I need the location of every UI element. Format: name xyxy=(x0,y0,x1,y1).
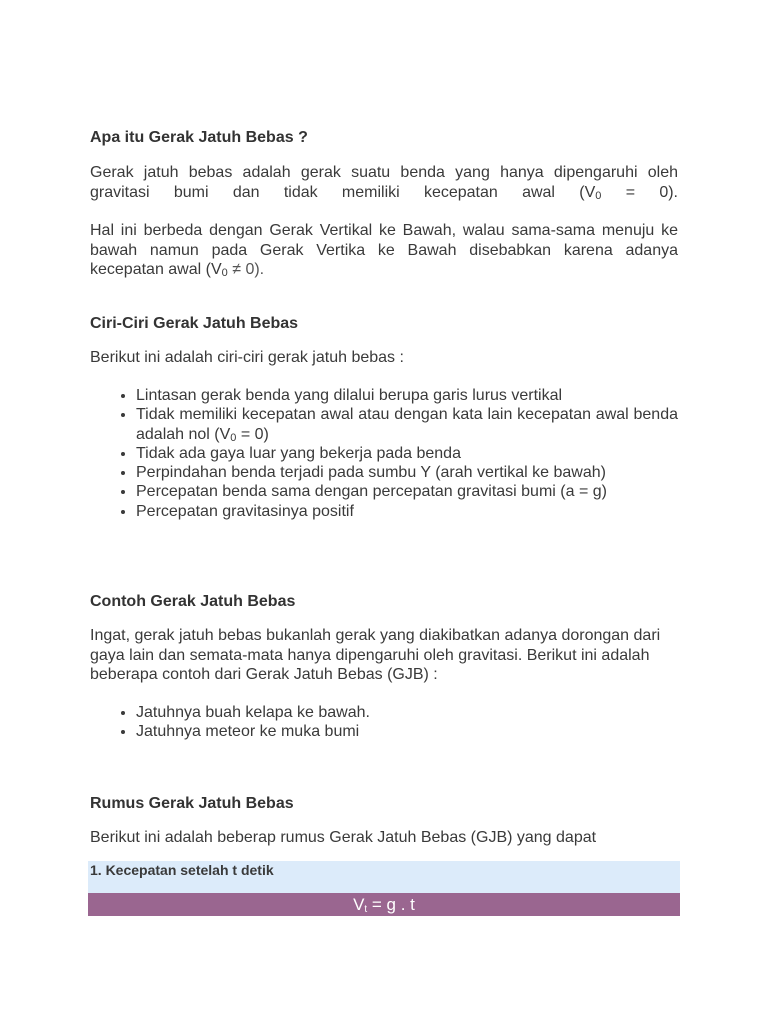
formula-subscript: t xyxy=(364,904,368,915)
paragraph-perbedaan-text: Hal ini berbeda dengan Gerak Vertikal ke Bawah, walau sama-sama menuju ke bawah namun pada Gerak Vertika ke Bawah disebabkan karena adanya kecepatan awal (V xyxy=(90,222,678,278)
paragraph-perbedaan xyxy=(90,221,678,280)
list-ciri-ciri xyxy=(90,386,678,521)
formula-rest: = g . t xyxy=(367,895,415,914)
list-contoh xyxy=(90,703,678,742)
formula-box-header xyxy=(88,861,680,893)
paragraph-definisi-text: Gerak jatuh bebas adalah gerak suatu benda yang hanya dipengaruhi oleh gravitasi bumi dan tidak memiliki kecepatan awal (V xyxy=(90,164,678,201)
formula-v: V xyxy=(353,895,365,914)
paragraph-ciri-intro: Berikut ini adalah ciri-ciri gerak jatuh bebas : xyxy=(90,349,404,366)
paragraph-perbedaan-end: ≠ 0). xyxy=(227,261,265,278)
list-item xyxy=(136,405,678,444)
subscript-zero: 0 xyxy=(221,267,228,279)
list-item: • Percepatan gravitasinya positif xyxy=(136,502,678,521)
heading-apa-itu: Apa itu Gerak Jatuh Bebas ? xyxy=(90,129,308,146)
list-item-text: Tidak memiliki kecepatan awal atau dengan kata lain kecepatan awal benda adalah nol (V xyxy=(136,406,678,443)
paragraph-contoh-intro: Ingat, gerak jatuh bebas bukanlah gerak yang diakibatkan adanya dorongan dari gaya lain dan semata-mata hanya dipengaruhi oleh gravitasi. Berikut ini adalah beberapa contoh dari Gerak Jatuh Bebas (GJB) : xyxy=(90,627,661,683)
list-item: • Tidak ada gaya luar yang bekerja pada benda xyxy=(136,444,678,463)
paragraph-definisi-end: = 0). xyxy=(601,183,678,201)
formula-box-title: 1. Kecepatan setelah t detik xyxy=(90,862,274,878)
list-item: • Lintasan gerak benda yang dilalui berupa garis lurus vertikal xyxy=(136,386,678,405)
list-item-end: = 0) xyxy=(236,425,269,443)
subscript-zero: 0 xyxy=(230,431,237,444)
list-item: • Perpindahan benda terjadi pada sumbu Y (arah vertikal ke bawah) xyxy=(136,463,678,482)
paragraph-definisi xyxy=(90,163,678,202)
heading-contoh: Contoh Gerak Jatuh Bebas xyxy=(90,593,296,610)
subscript-zero: 0 xyxy=(595,189,602,202)
heading-rumus: Rumus Gerak Jatuh Bebas xyxy=(90,795,294,812)
list-item: • Jatuhnya buah kelapa ke bawah. xyxy=(136,703,678,722)
heading-ciri-ciri: Ciri-Ciri Gerak Jatuh Bebas xyxy=(90,315,299,332)
list-item: • Percepatan benda sama dengan percepatan gravitasi bumi (a = g) xyxy=(136,482,678,501)
formula-box-body xyxy=(88,893,680,916)
list-item: • Jatuhnya meteor ke muka bumi xyxy=(136,722,678,741)
paragraph-rumus-intro: Berikut ini adalah beberap rumus Gerak Jatuh Bebas (GJB) yang dapat xyxy=(90,829,597,846)
